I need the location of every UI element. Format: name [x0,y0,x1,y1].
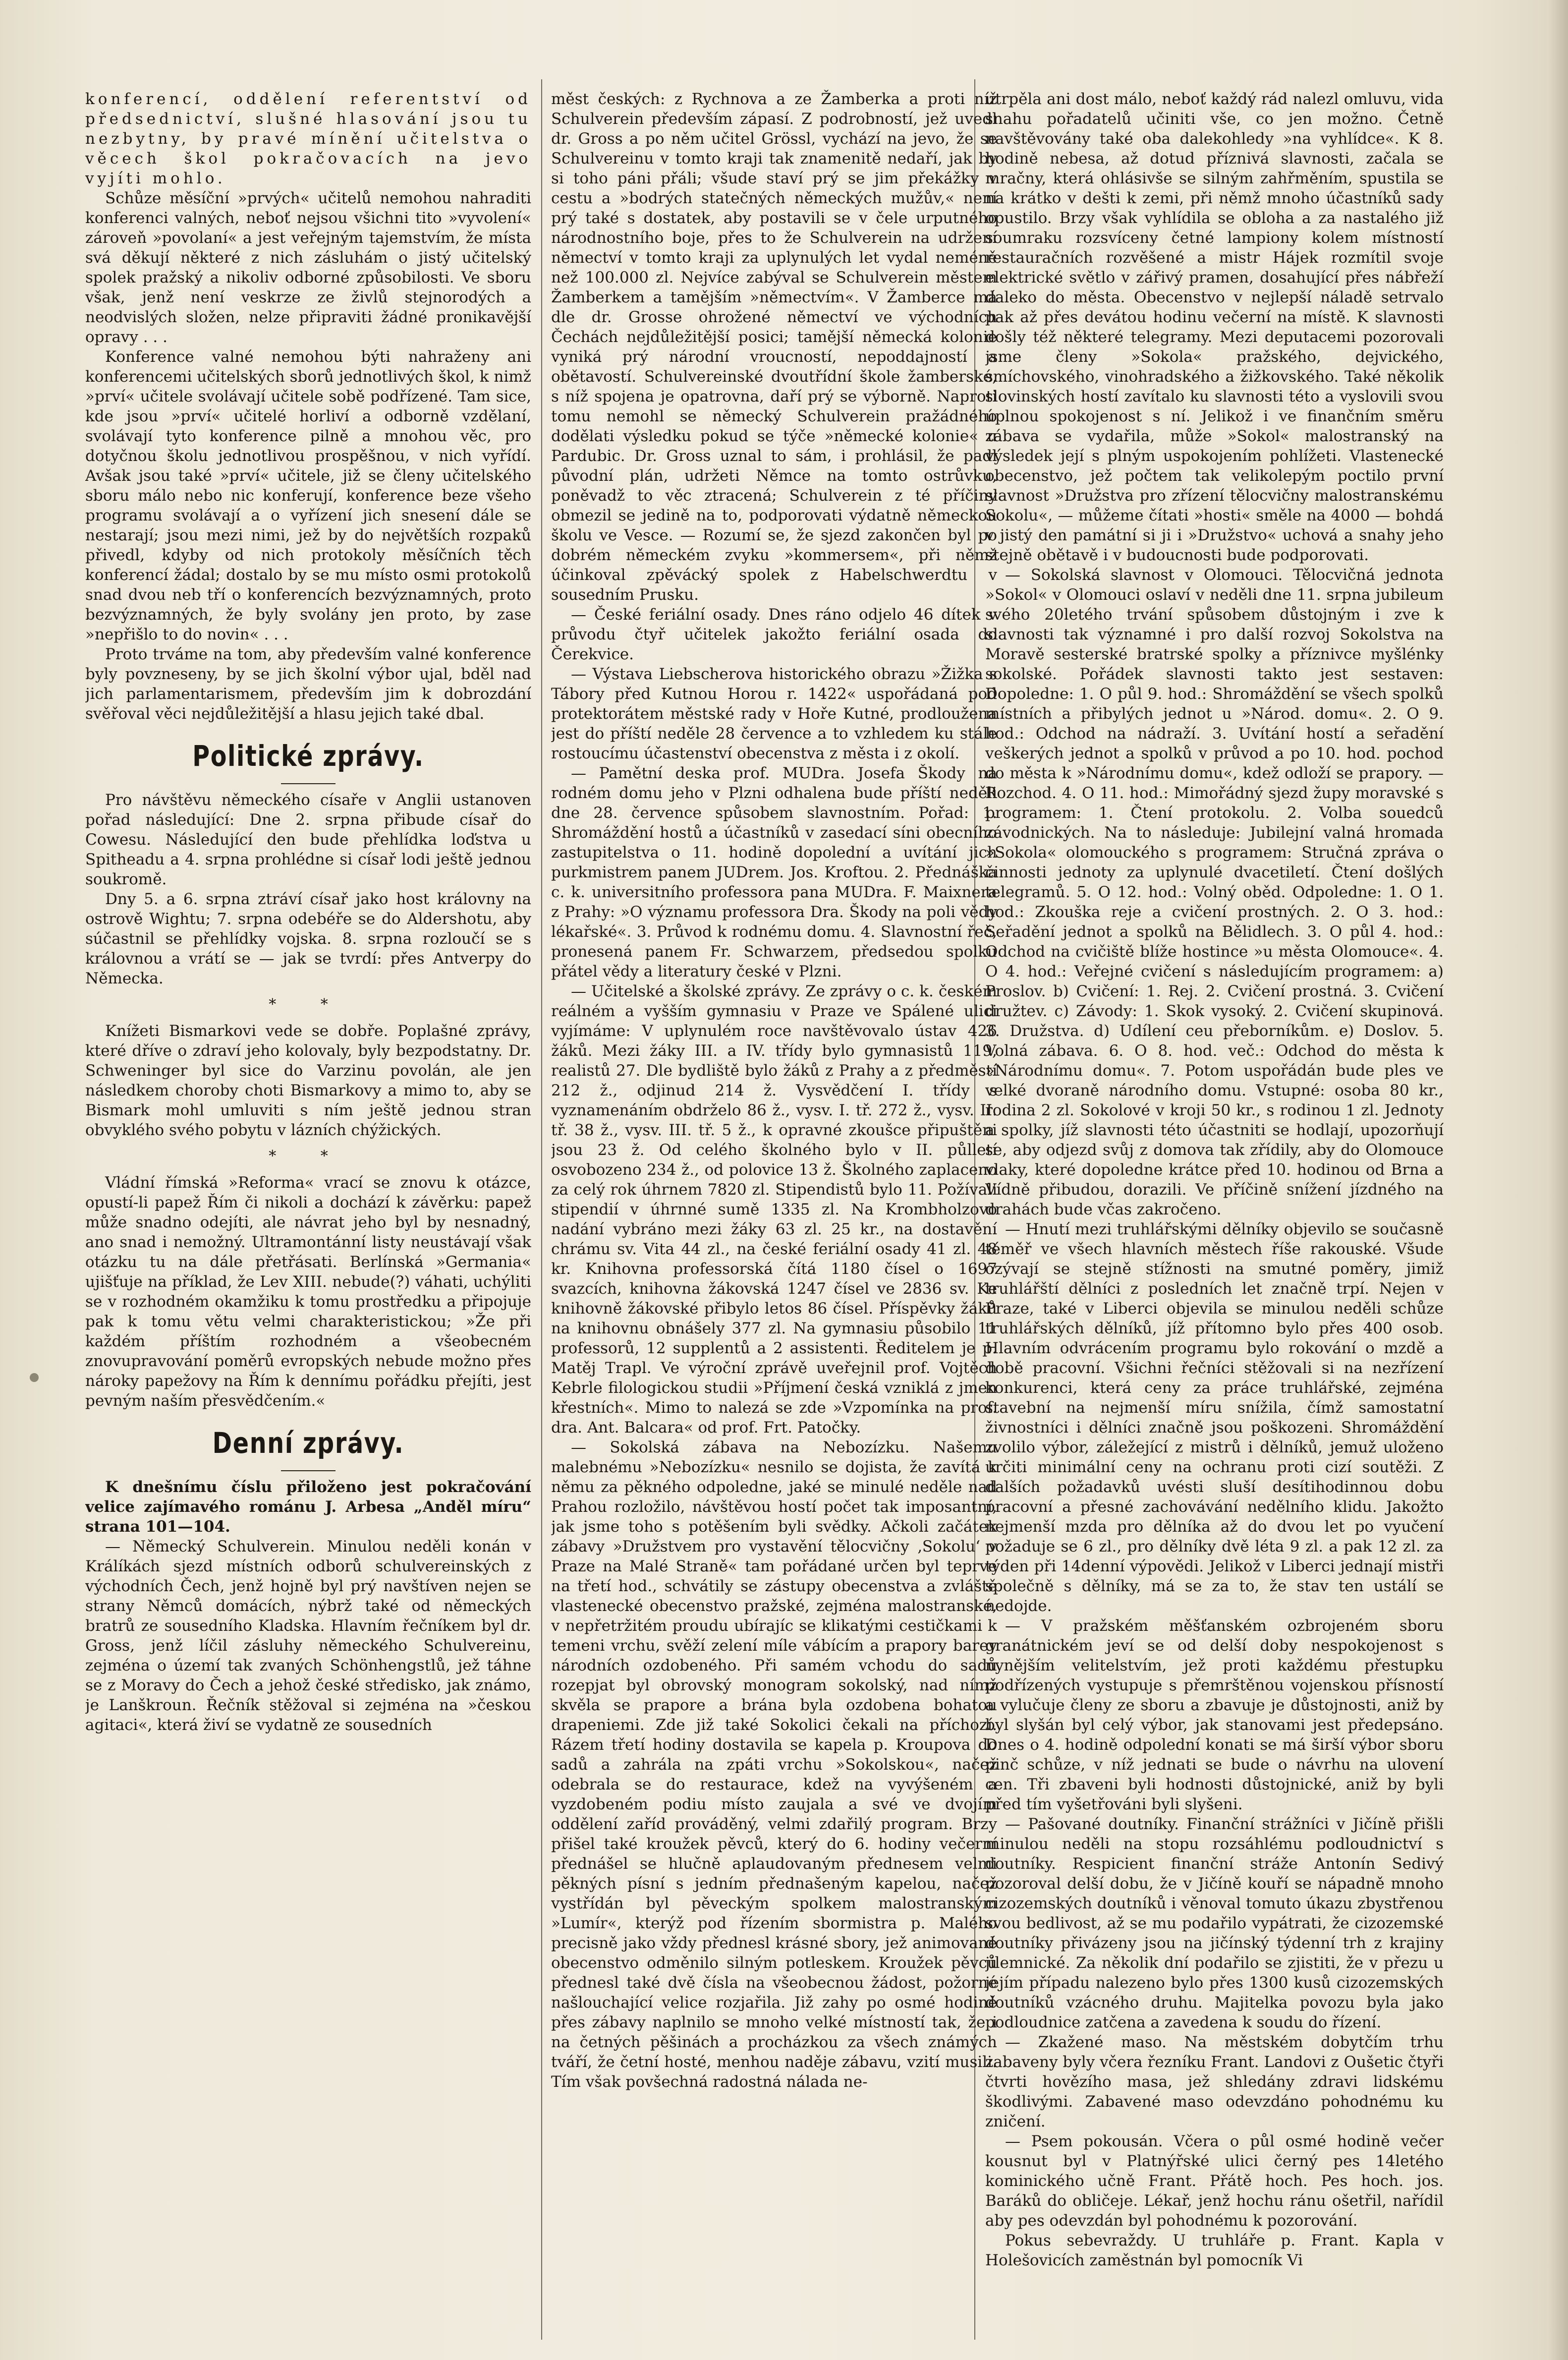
binding-hole [30,1373,39,1382]
news-item: utrpěla ani dost málo, neboť každý rád nalezl omluvu, vida snahu pořadatelů učiniti vše, co jen možno. Četně navštěvovány také oba dalekohledy »na vyhlídce«. K 8. hodině nebesa, až dotud příznivá slavnosti, začala se mračny, která ohlásivše se silným zahřměním, spustila se na krátko v dešti k zemi, při němž mnoho účastníků sady opustilo. Brzy však vyhlídila se obloha a za nastalého již soumraku rozsvíceny četné lampiony kolem místností restauračních rozvěšené a mistr Hájek rozmítil svoje elektrické světlo v zářivý pramen, dosahující přes nábřeží daleko do města. Obecenstvo v nejlepší náladě setrvalo pak až přes devátou hodinu večerní na místě. K slavnosti došly též některé telegramy. Mezi deputacemi pozorovali jsme členy »Sokola« pražského, dejvického, smíchovského, vinohradského a žižkovského. Také několik slovinských hostí zavítalo ku slavnosti této a vyslovili svou úplnou spokojenost s ní. Jelikož i ve finančním směru zábava se vydařila, může »Sokol« malostranský na výsledek její s plným uspokojením pohlížeti. Vlastenecké obecenstvo, jež počtem tak velikolepým poctilo první slavnost »Družstva pro zřízení tělocvičny malostranskému Sokolu«, — můžeme čítati »hosti« směle na 4000 — bohdá v jistý den památní si ji i »Družstvo« uchová a snahy jeho stejně obětavě i v budoucnosti bude podporovati. [985,90,1444,564]
heading-underline [281,1470,336,1471]
article-paragraph: Proto trváme na tom, aby především valné konference byly povzneseny, by se jich školní výbor ujal, bděl nad jich parlamentarismem, především jim k dobrozdání svěřoval věci nejdůležitější a hlasu jejich také dbal. [85,645,531,723]
section-heading-denni: Denní zprávy. [212,1426,404,1460]
news-item: — V pražském měšťanském ozbrojeném sboru granátnickém jeví se od delší doby nespokojenost s nynějším velitelstvím, jež proti každému přestupku podřízených vystupuje s přemrštěnou vojenskou přísností a vylučuje členy ze sboru a zbavuje je důstojnosti, aniž by byl slyšán byl celý výbor, jak stanovami jest předepsáno. Dnes o 4. hodině odpolední konati se má širší výbor sboru pinč schůze, v níž jednati se bude o návrhu na ulovení cen. Tři zbaveni byli hodnosti důstojnické, aniž by byli před tím vyšetřováni byli slyšeni. [985,1617,1444,1813]
news-item: — Výstava Liebscherova historického obrazu »Žižka s Tábory před Kutnou Horou r. 1422« uspořádaná pod protektorátem městské rady v Hoře Kutné, prodloužena jest do příští neděle 28 července a to vzhledem ku stále rostoucímu účastenství obecenstva z města i z okolí. [551,665,997,762]
news-item: — Zkažené maso. Na městském dobytčím trhu zabaveny byly včera řezníku Frant. Landovi z Oušetic čtyři čtvrti hovězího masa, jež shledány zdravi lidskému škodlivými. Zabavené maso odevzdáno pohodnému ku zničení. [985,2033,1444,2130]
news-item: — České feriální osady. Dnes ráno odjelo 46 dítek v průvodu čtyř učitelek jakožto feriální osada do Čerekvice. [551,606,997,663]
article-paragraph: Schůze měsíční »prvých« učitelů nemohou nahraditi konferenci valných, neboť nejsou všichni tito »vyvolení« zároveň »povolaní« a jest veřejným tajemstvím, že místa svá děkují některé z nich zásluhám o jistý učitelský spolek pražský a nikoliv odborné způsobilosti. Ve sboru však, jenž není veskrze ze živlů stejnorodých a neodvislých složen, nelze připraviti žádné pronikavější opravy . . . [85,189,531,346]
column-2 [551,89,997,2340]
news-item: měst českých: z Rychnova a ze Žamberka a proti níž Schulverein především zápasí. Z podrobností, jež uvedl dr. Gross a po něm učitel Grössl, vychází na jevo, že se Schulvereinu v tomto kraji tak znamenitě nedaří, jak by si toho páni přáli; všude staví prý se jim překážky v cestu a »bodrých statečných německých mužův,« není prý také s dostatek, aby postavili se v čele urputného národnostního boje, přes to že Schulverein na udržení němectví v tomto kraji za uplynulých let vydal neméně než 100.000 zl. Nejvíce zabýval se Schulverein městem Žamberkem a tamějším »němectvím«. V Žamberce má dle dr. Grosse ohrožené němectví ve východních Čechách nejdůležitější posici; tamější německá kolonie vyniká prý národní vroucností, nepoddajností a obětavostí. Schulvereinské dvoutřídní škole žamberské, s níž spojena je opatrovna, daří prý se výborně. Naproti tomu nemohl se německý Schulverein pražádného dodělati výsledku pokud se týče »německé kolonie« u Pardubic. Dr. Gross uznal to sám, i prohlásil, že padl původní plán, udržeti Němce na tomto ostrůvku, poněvadž to věc ztracená; Schulverein z té příčiny obmezil se jedině na to, podporovati výdatně německou školu ve Vesce. — Rozumí se, že sjezd zakončen byl po dobrém německém zvyku »kommersem«, při němž účinkoval zpěvácký spolek z Habelschwerdtu v sousedním Prusku. [551,90,997,604]
news-item: — Sokolská slavnost v Olomouci. Tělocvičná jednota »Sokol« v Olomouci oslaví v neděli dne 11. srpna jubileum svého 20letého trvání spůsobem důstojným i zve k slavnosti tak významné i pro další rozvoj Sokolstva na Moravě sesterské bratrské spolky a příznivce myšlénky sokolské. Pořádek slavnosti takto jest sestaven: Dopoledne: 1. O půl 9. hod.: Shromáždění se všech spolků místních a přibylých jednot u »Národ. domu«. 2. O 9. hod.: Odchod na nádraží. 3. Uvítání hostí a seřadění veškerých jednot a spolků v průvod a po 10. hod. pochod do města k »Národnímu domu«, kdež odloží se prapory. — Rozchod. 4. O 11. hod.: Mimořádný sjezd župy moravské s programem: 1. Čtení protokolu. 2. Volba souedců závodnických. Na to následuje: Jubilejní valná hromada »Sokola« olomouckého s programem: Stručná zpráva o činnosti jednoty za uplynulé dvacetiletí. Čtení došlých telegramů. 5. O 12. hod.: Volný oběd. Odpoledne: 1. O 1. hod.: Zkouška reje a cvičení prostných. 2. O 3. hod.: Seřadění jednot a spolků na Bělidlech. 3. O půl 4. hod.: Odchod na cvičiště blíže hostince »u města Olomouce«. 4. O 4. hod.: Veřejné cvičení s následujícím programem: a) Proslov. b) Cvičení: 1. Rej. 2. Cvičení prostná. 3. Cvičení družtev. c) Závody: 1. Skok vysoký. 2. Cvičení skupinová. 3. Družstva. d) Udílení ceu přeborníkům. e) Doslov. 5. Volná zábava. 6. O 8. hod. več.: Odchod do města k »Národnímu domu«. 7. Potom uspořádán bude ples ve velké dvoraně národního domu. Vstupné: osoba 80 kr., rodina 2 zl. Sokolové v kroji 50 kr., s rodinou 1 zl. Jednoty a spolky, jíž slavnosti této účastniti se hodlají, upozorňují se, aby odjezd svůj z domova tak zřídily, aby do Olomouce vlaky, které dopoledne krátce před 10. hodinou od Brna a Vídně přibudou, dorazili. Ve příčině snížení jízdného na drahách bude včas zakročeno. [985,566,1444,1218]
column-rule-left [541,79,542,2340]
news-item: Pokus sebevraždy. U truhláře p. Frant. Kapla v Holešovicích zaměstnán byl pomocník Vi [985,2232,1444,2269]
page-edge-shadow [1548,0,1568,2360]
news-item: — Učitelské a školské zprávy. Ze zprávy o c. k. českém reálném a vyšším gymnasiu v Praze ve Spálené ulici vyjímáme: V uplynulém roce navštěvovalo ústav 426 žáků. Mezi žáky III. a IV. třídy bylo gymnasistů 119, realistů 27. Dle bydliště bylo žáků z Prahy a z předměstí 212 ž., odjinud 214 ž. Vysvědčení I. třídy s vyznamenáním obdrželo 86 ž., vysv. I. tř. 272 ž., vysv. II. tř. 38 ž., vysv. III. tř. 5 ž., k opravné zkoušce připuštěni jsou 23 ž. Od celého školného bylo v II. půlletí osvobozeno 234 ž., od polovice 13 ž. Školného zaplaceno za celý rok úhrnem 7820 zl. Stipendistů bylo 11. Požívali stipendií v úhrnné sumě 1335 zl. Na Krombholzovo nadání vybráno mezi žáky 63 zl. 25 kr., na dostavění chrámu sv. Vita 44 zl., na české feriální osady 41 zl. 48 kr. Knihovna professorská čítá 1180 čísel o 1697 svazcích, knihovna žákovská 1247 čísel ve 2836 sv. Ke knihovně žákovské přibylo letos 86 čísel. Příspěvky žáků na knihovnu obnášely 377 zl. Na gymnasiu působilo 11 professorů, 12 supplentů a 2 assistenti. Ředitelem je p. Matěj Trapl. Ve výroční zprávě uveřejnil prof. Vojtěch Kebrle filologickou studii »Příjmení česká vzniklá z jmen křestních«. Mimo to nalezá se zde »Vzpomínka na prof. dra. Ant. Balcara« od prof. Frt. Patočky. [551,982,997,1437]
article-paragraph: Konference valné nemohou býti nahraženy ani konferencemi učitelských sborů jednotlivých škol, k nimž »prví« učitele svolávají učitele sobě podřízené. Tam sice, kde jsou »prví« učitelé horliví a odborně vzdělaní, svolávají tyto konference pilně a mnohou věc, pro dotyčnou školu jednotlivou prospěšnou, v nich vyřídí. Avšak jsou také »prví« učitele, již se členy učitelského sboru málo nebo nic konferují, konference beze všeho programu svolávají a o vyřízení jich snesení dále se nestarají; jsou mezi nimi, jež by do největších rozpaků přivedl, kdyby od nich protokoly měsíčních těch konferencí žádal; dostalo by se mu místo osmi protokolů snad dvou neb tří o konferencích bezvýznamných, proto bezvýznamných, že byly svolány jen proto, by zase »nepřišlo to do novin« . . . [85,348,531,643]
news-item: Pro návštěvu německého císaře v Anglii ustanoven pořad následující: Dne 2. srpna přibude císař do Cowesu. Následující den bude přehlídka loďstva u Spitheadu a 4. srpna prohlédne si císař lodi ještě jednou soukromě. [85,791,531,888]
article-paragraph: konferencí, oddělení referentství od předsednictví, slušné hlasování jsou tu nezbytny, by pravé mínění učitelstva o věcech škol pokračovacích na jevo vyjíti mohlo. [85,90,531,187]
news-item: Knížeti Bismarkovi vede se dobře. Poplašné zprávy, které dříve o zdraví jeho kolovaly, byly bezpodstatny. Dr. Schweninger byl sice do Varzinu povolán, ale jen následkem choroby choti Bismarkovy a mimo to, aby se Bismark mohl umluviti s ním ještě jednou stran obvyklého svého pobytu v lázních chýžických. [85,1022,531,1139]
news-item: — Německý Schulverein. Minulou neděli konán v Králíkách sjezd místních odborů schulvereinských z východních Čech, jenž hojně byl prý navštíven nejen se strany Němců domácích, nýbrž také od německých bratrů ze sousedního Kladska. Hlavním řečníkem byl dr. Gross, jenž líčil zásluhy německého Schulvereinu, zejména o území tak zvaných Schönhengstlů, jež táhne se z Moravy do Čech a jehož české středisko, jak známo, je Lanškroun. Řečník stěžoval si zejména na »českou agitaci«, která živí se vydatně ze sousedních [85,1538,531,1734]
column-1 [85,89,531,2340]
news-item: — Sokolská zábava na Nebozízku. Našemu malebnému »Nebozízku« nesnilo se dojista, že zavítá k němu za pěkného odpoledne, jaké se minulé neděle nad Prahou rozložilo, návštěvou hostí počet tak imposantní, jak jsme toho s potěšením byli svědky. Ačkoli začátek zábavy »Družstvem pro vystavění tělocvičny ‚Sokolu‘ v Praze na Malé Straně« tam pořádané určen byl teprve na třetí hod., schvátily se zástupy obecenstva a zvláště vlastenecké obecenstvo pražské, zejména malostranské, v nepřetržitém proudu ubírajíc se klikatými cestičkami k temeni vrchu, svěží zelení míle vábícím a prapory barev národních ozdobeného. Při samém vchodu do sadů rozepjat byl obrovský monogram sokolský, nad nímž skvěla se prapore a brána byla ozdobena bohatou drapeniemi. Zde již také Sokolici čekali na příchozí. Rázem třetí hodiny dostavila se kapela p. Kroupova do sadů a zahrála na zpáti vrchu »Sokolskou«, načež odebrala se do restaurace, kdež na vyvýšeném a vyzdobeném podiu místo zaujala a své ve dvojím oddělení zaříd prováděný, velmi zdařilý program. Brzy přišel také kroužek pěvců, který do 6. hodiny večerní přednášel se hlučně aplaudovaným přednesem velmi pěkných písní s jedním přednašeným kapelou, načež vystřídán byl pěveckým spolkem malostranským »Lumír«, kterýž pod řízením sbormistra p. Malého precisně jako vždy přednesl krásné sbory, jež animované obecenstvo odměnilo silným potleskem. Kroužek pěvců přednesl také dvě čísla na všeobecnou žádost, požorné našlouchající velice rozjařila. Již zahy po osmé hodině přes zábavy naplnilo se mnoho velké místností tak, že i na četných pěšinách a procházkou za všech známých tváří, že četní hosté, menhou naděje zábavu, vzití musili. Tím však povšechná radostná nálada ne- [551,1439,997,2091]
news-item: Dny 5. a 6. srpna ztráví císař jako host královny na ostrově Wightu; 7. srpna odebéře se do Aldershotu, aby súčastnil se přehlídky vojska. 8. srpna rozloučí se s královnou a vrátí se — jak se tvrdí: přes Antverpy do Německa. [85,890,531,987]
section-separator-stars: * * [269,996,348,1013]
news-item: — Hnutí mezi truhlářskými dělníky objevilo se současně téměř ve všech hlavních městech říše rakouské. Všude ozývají se stejně stížnosti na smutné poměry, jimiž truhlářští dělníci z posledních let značně trpí. Nejen v Praze, také v Liberci objevila se minulou neděli schůze truhlářských dělníků, jíž přítomno bylo přes 400 osob. Hlavním odvrácením programu bylo rokování o mzdě a době pracovní. Všichni řečníci stěžovali si na nezřízení konkurenci, která ceny za práce truhlářské, zejména stavební na nejmenší míru snížila, čímž samostatní živnostníci i dělníci značně jsou poškozeni. Shromáždění zvolilo výbor, záležející z mistrů i dělníků, jemuž uloženo určiti minimální ceny na ochranu proti cizí soutěži. Z dalších požadavků uvésti sluší desítihodinnou dobu pracovní a přesné zachovávání nedělního klidu. Jakožto nejmenší mzda pro dělníka až do dvou let po vyučení požaduje se 6 zl., pro dělníky dvě léta 9 zl. a pak 12 zl. za týden při 14denní výpovědi. Jelikož v Liberci jednají mistři společně s dělníky, má se za to, že stav ten ustálí se nedojde. [985,1220,1444,1615]
news-item: — Psem pokousán. Včera o půl osmé hodině večer kousnut byl v Platnýřské ulici černý pes 14letého kominického učně Frant. Přátě hoch. Pes hoch. jos. Baráků do obličeje. Lékař, jenž hochu ránu ošetřil, nařídil aby pes odevzdán byl pohodnému k pozorování. [985,2132,1444,2230]
news-item: Vládní římská »Reforma« vrací se znovu k otázce, opustí-li papež Řím či nikoli a dochází k závěrku: papež může snadno odejíti, ale návrat jeho byl by nesnadný, ano snad i nemožný. Ultramontánní listy neustávají však otázku tu na dále přetřásati. Berlínská »Germania« ujišťuje na příklad, že Lev XIII. nebude(?) váhati, uchýliti se v rozhodném okamžiku k tomu prostředku a připojuje pak k tomu větu velmi charakteristickou; »Že při každém příštím rozhodném a všeobecném znovupravování poměrů evropských nebude možno přes nároky papežovy na Řím k dennímu pořádku přejíti, jest pevným naším přesvědčením.« [85,1174,531,1410]
news-item: — Pašované doutníky. Finanční strážníci v Jičíně přišli minulou neděli na stopu rozsáhlému podloudnictví s doutníky. Respicient finanční stráže Antonín Sedivý pozoroval delší dobu, že v Jičíně kouří se nápadně mnoho cizozemských doutníků i věnoval tomuto úkazu zbystřenou svou bedlivost, až se mu podařilo vypátrati, že cizozemské doutníky přivázeny jsou na jičínský týdenní trh z krajiny jilemnické. Za několik dní podařilo se zjistiti, že v přezu u jejím případu nalezeno bylo přes 1300 kusů cizozemských doutníků vzácného druhu. Majitelka povozu byla jako podloudnice zatčena a zavedena k soudu do řízení. [985,1815,1444,2031]
news-item: K dnešnímu číslu přiloženo jest pokračování velice zajímavého románu J. Arbesa „Anděl míru“ strana 101—104. [85,1478,531,1536]
heading-underline [281,783,336,784]
column-3 [985,89,1444,2340]
section-separator-stars: * * [269,1148,348,1165]
news-item: — Pamětní deska prof. MUDra. Josefa Škody na rodném domu jeho v Plzni odhalena bude příští neděli dne 28. července spůsobem slavnostním. Pořad: 1. Shromáždění hostů a účastníků v zasedací síni obecního zastupitelstva o 11. hodině dopolední a uvítání jich purkmistrem panem JUDrem. Jos. Kroftou. 2. Přednáška c. k. universitního professora pana MUDra. F. Maixnera z Prahy: »O významu professora Dra. Škody na poli vědy lékařské«. 3. Průvod k rodnému domu. 4. Slavnostní řeč, pronesená panem Fr. Schwarzem, předsedou spolku přátel vědy a literatury české v Plzni. [551,764,997,980]
section-heading-politicke: Politické zprávy. [192,739,424,773]
